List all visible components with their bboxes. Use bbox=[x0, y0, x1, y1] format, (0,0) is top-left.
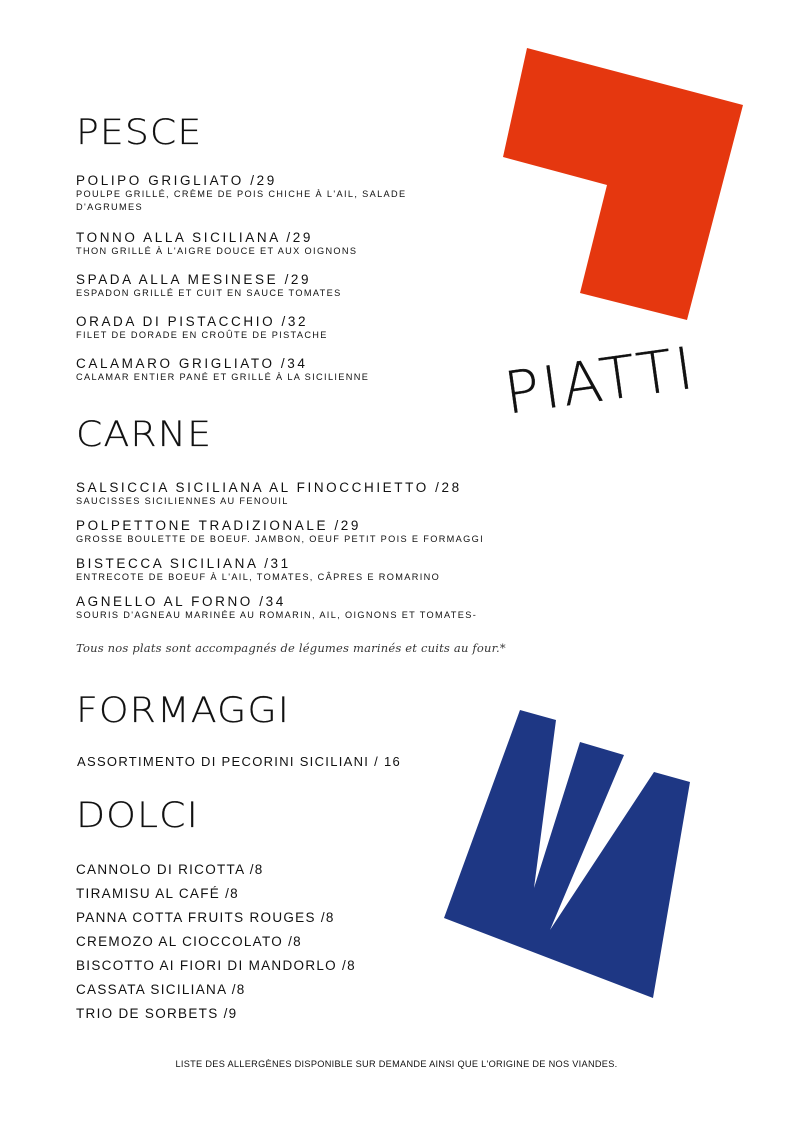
dessert-item: PANNA COTTA FRUITS ROUGES /8 bbox=[76, 910, 335, 925]
menu-item bbox=[76, 518, 596, 546]
formaggi-item: ASSORTIMENTO DI PECORINI SICILIANI / 16 bbox=[77, 754, 402, 769]
menu-item-description: POULPE GRILLÉ, CRÈME DE POIS CHICHE À L'AIL, SALADE D'AGRUMES bbox=[76, 189, 407, 212]
pesce-list bbox=[76, 173, 596, 400]
menu-item-description: ENTRECOTE DE BOEUF À L'AIL, TOMATES, CÂPRES E ROMARINO bbox=[76, 572, 441, 582]
dessert-item: CASSATA SICILIANA /8 bbox=[76, 982, 246, 997]
menu-item-name: AGNELLO AL FORNO /34 bbox=[76, 594, 286, 609]
section-title-dolci: DOLCI bbox=[76, 796, 199, 836]
menu-item-description: SOURIS D'AGNEAU MARINÉE AU ROMARIN, AIL, OIGNONS ET TOMATES- bbox=[76, 610, 478, 620]
menu-item bbox=[76, 556, 596, 584]
dessert-item: TIRAMISU AL CAFÉ /8 bbox=[76, 886, 239, 901]
dessert-item: CANNOLO DI RICOTTA /8 bbox=[76, 862, 264, 877]
section-title-formaggi: FORMAGGI bbox=[76, 691, 290, 731]
section-title-carne: CARNE bbox=[76, 415, 213, 455]
section-title-pesce: PESCE bbox=[76, 113, 203, 153]
piatti-title: PIATTI bbox=[500, 333, 701, 428]
side-dish-note: Tous nos plats sont accompagnés de légumes marinés et cuits au four.* bbox=[76, 641, 506, 655]
menu-item bbox=[76, 356, 596, 384]
menu-item bbox=[76, 480, 596, 508]
carne-list bbox=[76, 480, 596, 638]
menu-item-description: SAUCISSES SICILIENNES AU FENOUIL bbox=[76, 496, 289, 506]
menu-item bbox=[76, 173, 596, 214]
menu-item-name: ORADA DI PISTACCHIO /32 bbox=[76, 314, 309, 329]
dessert-item: TRIO DE SORBETS /9 bbox=[76, 1006, 238, 1021]
menu-item-name: SPADA ALLA MESINESE /29 bbox=[76, 272, 312, 287]
menu-item-name: POLIPO GRIGLIATO /29 bbox=[76, 173, 277, 188]
menu-item bbox=[76, 594, 596, 622]
menu-item-name: BISTECCA SICILIANA /31 bbox=[76, 556, 291, 571]
menu-item bbox=[76, 230, 596, 258]
menu-item bbox=[76, 314, 596, 342]
menu-item-description: THON GRILLÉ À L'AIGRE DOUCE ET AUX OIGNONS bbox=[76, 246, 358, 256]
menu-item-name: CALAMARO GRIGLIATO /34 bbox=[76, 356, 308, 371]
menu-item-name: POLPETTONE TRADIZIONALE /29 bbox=[76, 518, 362, 533]
dessert-item: BISCOTTO AI FIORI DI MANDORLO /8 bbox=[76, 958, 356, 973]
menu-item-description: FILET DE DORADE EN CROÛTE DE PISTACHE bbox=[76, 330, 328, 340]
dessert-item: CREMOZO AL CIOCCOLATO /8 bbox=[76, 934, 302, 949]
menu-item-description: GROSSE BOULETTE DE BOEUF. JAMBON, OEUF PETIT POIS E FORMAGGI bbox=[76, 534, 485, 544]
blue-shape bbox=[440, 700, 770, 1010]
menu-item-description: ESPADON GRILLÉ ET CUIT EN SAUCE TOMATES bbox=[76, 288, 342, 298]
dolci-list bbox=[76, 858, 356, 1026]
menu-item-description: CALAMAR ENTIER PANÉ ET GRILLÉ À LA SICILIENNE bbox=[76, 372, 370, 382]
menu-item-name: SALSICCIA SICILIANA AL FINOCCHIETTO /28 bbox=[76, 480, 462, 495]
menu-item bbox=[76, 272, 596, 300]
menu-item-name: TONNO ALLA SICILIANA /29 bbox=[76, 230, 313, 245]
allergen-footer: LISTE DES ALLERGÈNES DISPONIBLE SUR DEMANDE AINSI QUE L'ORIGINE DE NOS VIANDES. bbox=[175, 1059, 618, 1069]
